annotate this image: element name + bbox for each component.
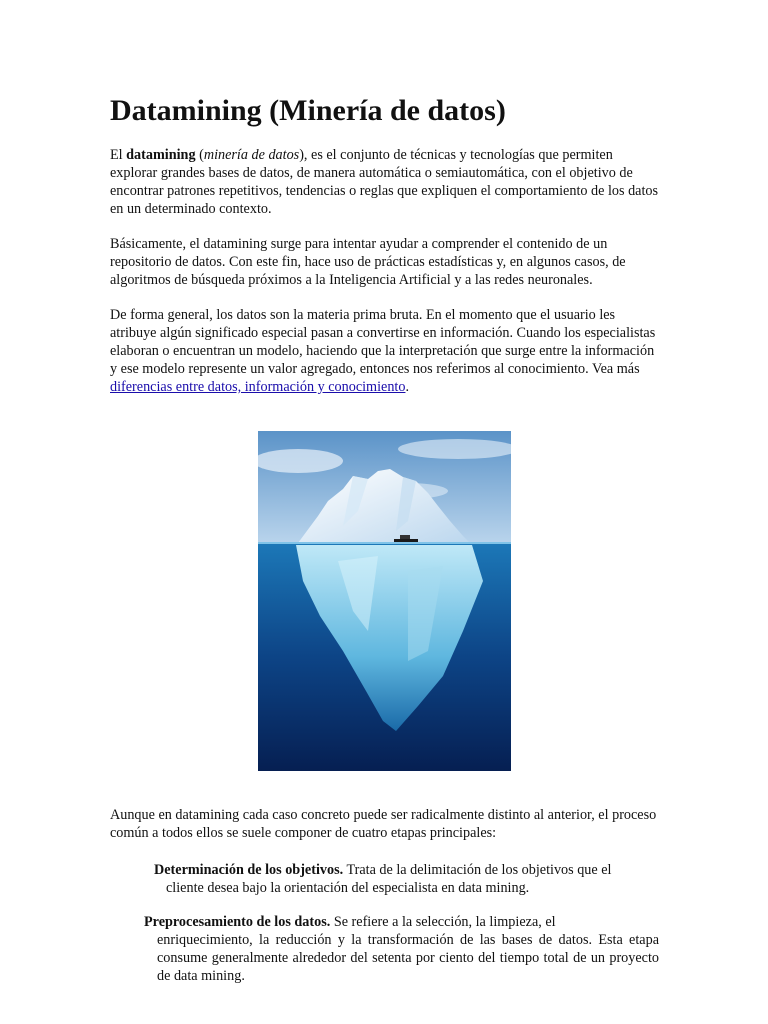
stage-objectives: Determinación de los objetivos. Trata de la delimitación de los objetivos que el cliente desea bajo la orientación del especialista en data mining. bbox=[154, 862, 612, 896]
paragraph-basics: Básicamente, el datamining surge para intentar ayudar a comprender el contenido de un repositorio de datos. Con este fin, hace uso de prácticas estadísticas y, en algunos casos, de algoritmos de búsqueda próximos a la Inteligencia Artificial y a las redes neuronales. bbox=[110, 236, 626, 288]
page-title: Datamining (Minería de datos) bbox=[110, 94, 506, 127]
intro-paragraph: El datamining (minería de datos), es el conjunto de técnicas y tecnologías que permiten explorar grandes bases de datos, de manera automática o semiautomática, con el objetivo de encontrar patrones repetitivos, tendencias o reglas que expliquen el comportamiento de los datos en un determinado contexto. bbox=[110, 147, 659, 217]
term-datamining: datamining bbox=[126, 147, 196, 163]
paragraph-knowledge: De forma general, los datos son la materia prima bruta. En el momento que el usuario les atribuye algún significado especial pasan a convertirse en información. Cuando los especialistas elaboran o encuentran un modelo, haciendo que la interpretación que surge entre la información y ese modelo represente un valor agregado, entonces nos referimos al conocimiento. Vea más diferencias entre datos, información y conocimiento. bbox=[110, 307, 656, 395]
paragraph-stages-intro: Aunque en datamining cada caso concreto puede ser radicalmente distinto al anterior, el proceso común a todos ellos se suele componer de cuatro etapas principales: bbox=[110, 807, 657, 841]
iceberg-illustration bbox=[258, 431, 511, 771]
link-differences[interactable]: diferencias entre datos, información y conocimiento bbox=[110, 379, 406, 395]
term-mineria: minería de datos bbox=[203, 147, 300, 163]
iceberg-image bbox=[258, 431, 511, 771]
stage-preprocessing: Preprocesamiento de los datos. Se refiere a la selección, la limpieza, el enriquecimiento, la reducción y la transformación de las bases de datos. Esta etapa consume generalmente alrededor del setenta por ciento del tiempo total de un proyecto de data mining. bbox=[144, 914, 659, 984]
